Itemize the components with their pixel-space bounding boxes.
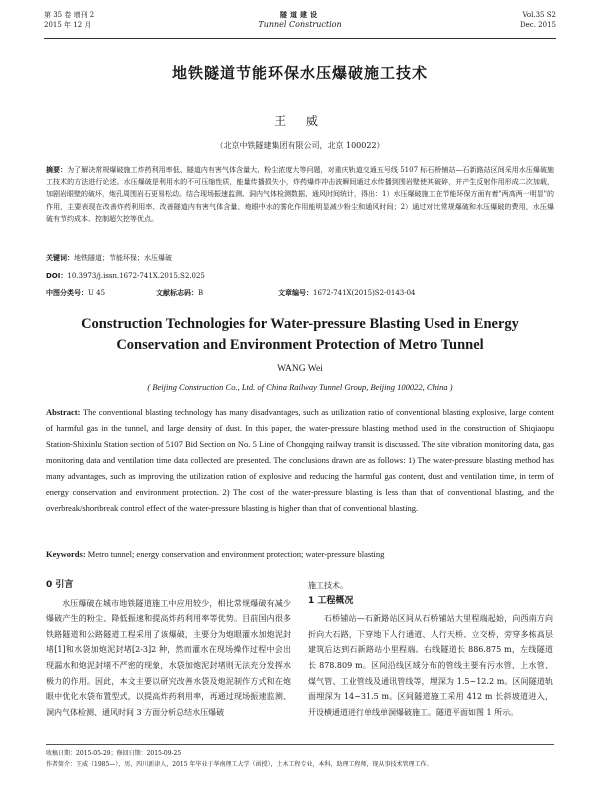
clc-number [46, 288, 105, 298]
keywords-en-label: Keywords: [46, 549, 86, 559]
affiliation-cn: （北京中铁隧建集团有限公司，北京 100022） [215, 141, 385, 150]
doc-label: 文献标志码： [156, 288, 198, 297]
keywords-cn-label: 关键词： [46, 254, 74, 262]
project-paragraph: 石桥铺站—石新路站区间从石桥铺站大里程端起始，向西南方向折向大石路，下穿地下人行通道、人行天桥、立交桥，旁穿多栋高层建筑后达到石新路站小里程端。右线隧道长 886.875 m，左线隧道长 878.809 m。区间沿线区域分布的管线主要有污水管、上水管、煤气管、工业管线及通讯管线等，埋深为 1.5~12.2 m。区间隧道轨面埋深为 14~31.5 m。区间隧道施工采用 412 m 长斜坡道进入，开设横通道进行单线单洞爆破施工。隧道平面如图 1 所示。 [308, 614, 553, 717]
header-center [44, 10, 556, 30]
doc-value: B [198, 289, 204, 297]
abstract-en-text: The conventional blasting technology has many disadvantages, such as utilization ratio of conventional blasting explosive, large content of harmful gas in the tunnel, and large density of dust. In this paper, the water-pressure blasting method used in the construction of Shiqiaopu Station-Shixinlu Station section of 5107 Bid Section on No. 5 Line of Chongqing railway transit is discussed. The site vibration monitoring data, gas monitoring data and ventilation time data collected are presented. The conclusions drawn are as follows: 1) The water-pressure blasting method has many advantages, such as improving the utilization ration of explosive and reducing the harmful gas content, dust and ventilation time, in term of energy conservation and environment protection. 2) The cost of the water-pressure blasting is less than that of conventional blasting, and the overbreak/shortbreak control effect of the water-pressure blasting is higher than that of conventional blasting. [46, 407, 554, 513]
title-cn: 地铁隧道节能环保水压爆破施工技术 [171, 64, 428, 82]
body-column-left [46, 578, 291, 720]
journal-name-en: Tunnel Construction [258, 20, 342, 29]
section-heading-project: 1 工程概况 [308, 595, 354, 606]
section-heading-intro: 0 引言 [46, 580, 74, 590]
article-number [278, 288, 416, 298]
abstract-cn [46, 164, 554, 225]
author-cn: 王 威 [274, 114, 326, 128]
keywords-cn-text: 地铁隧道；节能环保；水压爆破 [74, 254, 172, 262]
doi-text: 10.3973/j.issn.1672-741X.2015.S2.025 [67, 272, 205, 280]
keywords-cn [46, 252, 554, 264]
received-date: 收稿日期：2015-05-29；修回日期：2015-09-25 [46, 750, 182, 757]
art-label: 文章编号： [278, 288, 313, 297]
title-en: Construction Technologies for Water-pressure Blasting Used in Energy Conservation and Environment Protection of Metro Tunnel [81, 316, 519, 353]
clc-label: 中图分类号： [46, 288, 88, 297]
clc-value: U 45 [88, 289, 106, 297]
author-en: WANG Wei [277, 364, 323, 374]
footnote [46, 744, 554, 770]
art-value: 1672-741X(2015)S2-0143-04 [313, 289, 416, 297]
abstract-cn-label: 摘要： [46, 166, 68, 174]
intro-paragraph: 水压爆破在城市地铁隧道施工中应用较少，相比常规爆破有减少爆破产生的粉尘、降低振速和提高炸药利用率等优势。目前国内很多铁路隧道和公路隧道工程采用了该爆破，主要分为炮眼灌水加炮泥封堵[1]和水袋加炮泥封堵[2-3]2 种，然而灌水在现场操作过程中会出现漏水和炮泥封堵不严密的现象，水袋加炮泥封堵则无法充分发挥水极力的作用。因此，本文主要以研究改善水袋及炮泥制作方式和在炮眼中优化水袋布置型式，以提高炸药利用率，再通过现场振速监测、洞内气体检测、通风时间 3 方面分析总结水压爆破 [46, 598, 291, 717]
doi-label: DOI： [46, 272, 68, 280]
journal-name-cn: 隧道建设 [280, 10, 320, 19]
volume-cn: 第 35 卷 增刊 2 [44, 11, 95, 19]
affiliation-en: ( Beijing Construction Co., Ltd. of China Railway Tunnel Group, Beijing 100022, China ) [147, 382, 453, 392]
doc-code [156, 288, 203, 298]
keywords-en [46, 549, 554, 559]
date-cn: 2015 年 12 月 [44, 21, 92, 29]
volume-en: Vol.35 S2 [522, 11, 556, 19]
page-header [44, 8, 556, 39]
keywords-en-text: Metro tunnel; energy conservation and environment protection; water-pressure blasting [87, 549, 385, 559]
date-en: Dec. 2015 [520, 21, 556, 29]
abstract-en-label: Abstract: [46, 407, 81, 417]
intro-paragraph-continued: 施工技术。 [308, 581, 348, 590]
body-column-right [308, 578, 553, 720]
author-bio: 作者简介：王威（1985—），男，四川新津人，2015 年毕业于华南理工大学（函授），土木工程专业，本科，助理工程师，现从事技术管理工作。 [46, 761, 433, 768]
abstract-cn-text: 为了解决常规爆破施工炸药利用率低、隧道内有害气体含量大、粉尘浓度大等问题，对重庆轨道交通五号线 5107 标石桥铺站—石新路站区间采用水压爆破施工技术的方法进行论述。水压爆破是利用水的不可压缩性质，能量传播损失小，炸药爆炸冲击波瞬间通过水传播到围岩壁使其破碎，并产生反射作用形成二次加载，加剧岩眼壁的破坏，炮孔周围岩石更易松动。结合现场振速监测、洞内气体检测数据、通风时间统计，得出：1）水压爆破施工在节能环保方面有着"两高两一明显"的作用，主要表现在改善炸药利用率、改善隧道内有害气体含量、炮眼中水的雾化作用能明显减少粉尘和通风时间；2）通过对比常规爆破和水压爆破的费用，水压爆破有节约成本、控制超欠挖等优点。 [46, 166, 555, 223]
doi [46, 270, 554, 282]
header-right [520, 10, 556, 30]
classification-row [46, 288, 554, 300]
abstract-en [46, 404, 554, 516]
